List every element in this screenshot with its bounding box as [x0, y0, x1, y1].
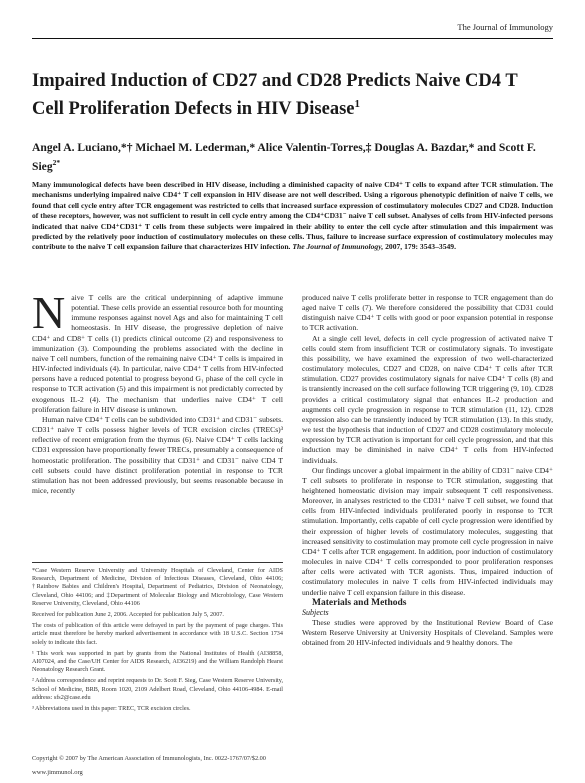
abstract	[32, 180, 553, 253]
authors-footnote-mark: 2*	[52, 158, 61, 167]
right-column	[302, 293, 553, 648]
footnote-received: Received for publication June 2, 2006. Accepted for publication July 5, 2007.	[32, 611, 224, 619]
footnote-affiliations: *Case Western Reserve University and University Hospitals of Cleveland, Center for AIDS Research, Department of Medicine, Division of Infectious Diseases, Cleveland, Ohio 44106; †Rainbow Babies and Children's Hospital, Department of Pediatrics, Division of Neonatology, Cleveland, Ohio 44106; and ‡Department of Molecular Biology and Microbiology, Case Western Reserve University, Cleveland, Ohio 44106	[32, 567, 283, 607]
abstract-citation-tail: 2007, 179: 3543–3549.	[383, 242, 456, 252]
drop-cap: N	[32, 287, 66, 338]
footnote-costs: The costs of publication of this article were defrayed in part by the payment of page charges. This article must therefore be hereby marked advertisement in accordance with 18 U.S.C. Section 1734 solely to indicate this fact.	[32, 622, 283, 646]
intro-paragraph-1	[32, 287, 283, 415]
footnotes	[32, 562, 283, 716]
intro-paragraph-1-text: aive T cells are the critical underpinning of adaptive immune potential. These cells provide an essential resource both for mounting immune responses against novel Ags and also for maintaining T cell homeostasis. In HIV disease, the progressive depletion of naive CD4⁺ and CD8⁺ T cells (1) predicts clinical outcome (2) and responsiveness to immunization (3). Compounding the problems associated with the decline in naive T cell numbers, function of the remaining naive CD4⁺ T cells is impaired in HIV-infected individuals (4). In particular, naive CD4⁺ T cells from HIV-infected persons have a reduced potential to progress beyond G₁ phase of the cell cycle in response to TCR activation (5) and this impairment is not predictably corrected by exogenous IL-2 (4). The mechanism that underlies naive CD4⁺ T cell proliferation failure in HIV disease is unknown.	[32, 293, 283, 414]
subsection-heading-subjects: Subjects	[302, 607, 329, 617]
authors-text: Angel A. Luciano,*† Michael M. Lederman,* Alice Valentin-Torres,‡ Douglas A. Bazdar,* and Scott F. Sieg	[32, 141, 536, 173]
author-list	[32, 140, 553, 174]
article-title	[32, 70, 553, 120]
intro-paragraph-2: Human naive CD4⁺ T cells can be subdivided into CD31⁺ and CD31⁻ subsets. CD31⁺ naive T cells possess higher levels of TCR excision circles (TRECs)³ reflective of recent emigration from the thymus (6). Naive CD4⁺ T cells lacking CD31 expression have proportionally fewer TRECs, presumably a consequence of homeostatic proliferation. The possibility that CD31⁺ and CD31⁻ naive CD4 T cell subsets could have distinct proliferation potential in response to TCR stimulation has not been addressed previously, but seems reasonable because in mice, recently	[32, 414, 283, 495]
right-paragraph-1: produced naive T cells proliferate better in response to TCR engagement than do aged naive T cells (7). We therefore considered the possibility that CD31 could distinguish naive CD4⁺ T cells with good or poor expansion potential in response to TCR activation.	[302, 293, 553, 333]
right-paragraph-2: At a single cell level, defects in cell cycle progression of activated naive T cells could stem from insufficient TCR or costimulatory signals. To investigate this possibility, we have examined the expression of two well-characterized costimulatory molecules, CD27 and CD28, on naive CD4⁺ T cells after TCR stimulation. CD27 provides costimulatory signals for naive CD4⁺ T cells (8) and is transiently increased on the cell surface following TCR triggering (9, 10). CD28 provides a critical costimulatory signal that enhances IL-2 production and augments cell cycle progression in response to TCR stimulation (11, 12). CD28 expression also can be transiently induced by TCR stimulation (13). In this study, we test the hypothesis that induction of CD27 and CD28 costimulatory molecule expression by TCR activation is important for cell cycle progression, and that this induction may be diminished in naive CD4⁺ T cells from HIV-infected individuals.	[302, 333, 553, 465]
title-text: Impaired Induction of CD27 and CD28 Predicts Naive CD4 T Cell Proliferation Defects in HIV Disease	[32, 71, 518, 119]
journal-website[interactable]: www.jimmunol.org	[32, 769, 83, 776]
footnote-funding: ¹ This work was supported in part by grants from the National Institutes of Health (AI38858, AI07024, and the Case/UH Center for AIDS Research, AI36219) and the William Randolph Hearst Neonatology Research Grant.	[32, 649, 283, 674]
section-heading-methods: Materials and Methods	[312, 597, 407, 608]
right-paragraph-3: Our findings uncover a global impairment in the ability of CD31⁻ naive CD4⁺ T cell subsets to proliferate in response to TCR stimulation, suggesting that heightened homeostatic division may impair subsequent T cell responsiveness. Moreover, in analyses restricted to the CD31⁺ naive T cell subset, we found that cells from HIV-infected individuals proliferated poorly in response to TCR stimulation. Importantly, cells capable of cell cycle progression were identified by their expression of higher levels of costimulatory molecules, suggesting that increased sensitivity to costimulation may promote cell cycle progression in naive CD4⁺ T cells after TCR engagement. In addition, poor induction of costimulatory molecules in naive CD4⁺ T cells corresponded to poor proliferation responses after cells were activated with TCR agonists. Thus, impaired induction of costimulatory molecules in naive T cells from HIV-infected individuals may underlie naive T cell expansion failure in this disease.	[302, 465, 553, 597]
top-rule	[32, 38, 553, 39]
footnote-abbreviations: ³ Abbreviations used in this paper: TREC, TCR excision circles.	[32, 705, 191, 713]
footnote-correspondence: ² Address correspondence and reprint requests to Dr. Scott F. Sieg, Case Western Reserve University, School of Medicine, BRB, Room 1020, 2109 Adelbert Road, Cleveland, Ohio 44106-4984. E-mail address: sfs2@case.edu	[32, 677, 283, 701]
abstract-citation: The Journal of Immunology,	[292, 242, 384, 252]
methods-paragraph-1: These studies were approved by the Institutional Review Board of Case Western Reserve University at University Hospitals of Cleveland. Samples were obtained from 20 HIV-infected individuals and 9 healthy donors. The	[302, 618, 553, 648]
left-column	[32, 287, 283, 496]
copyright-line: Copyright © 2007 by The American Association of Immunologists, Inc. 0022-1767/07/$2.00	[32, 755, 266, 762]
title-footnote-mark: 1	[354, 97, 360, 110]
abstract-text: Many immunological defects have been described in HIV disease, including a diminished capacity of naive CD4⁺ T cells to expand after TCR stimulation. The mechanisms underlying impaired naive CD4⁺ T cell expansion in HIV disease are not well described. Using a rigorous phenotypic definition of naive T cells, we found that cell cycle entry after TCR engagement was restricted to cells that increased surface expression of costimulatory molecules CD27 and CD28. Induction of these receptors, however, was not sufficient to result in cell cycle entry among the CD4⁺CD31⁻ naive T cell subset. Analyses of cells from HIV-infected persons indicated that naive CD4⁺CD31⁺ T cells from these subjects were impaired in their ability to enter the cell cycle after stimulation and this impairment was predicted by the relatively poor induction of costimulatory molecules on these cells. Thus, failure to increase surface expression of costimulatory molecules may contribute to the naive T cell expansion failure that characterizes HIV infection.	[32, 180, 553, 252]
running-head: The Journal of Immunology	[457, 22, 553, 32]
